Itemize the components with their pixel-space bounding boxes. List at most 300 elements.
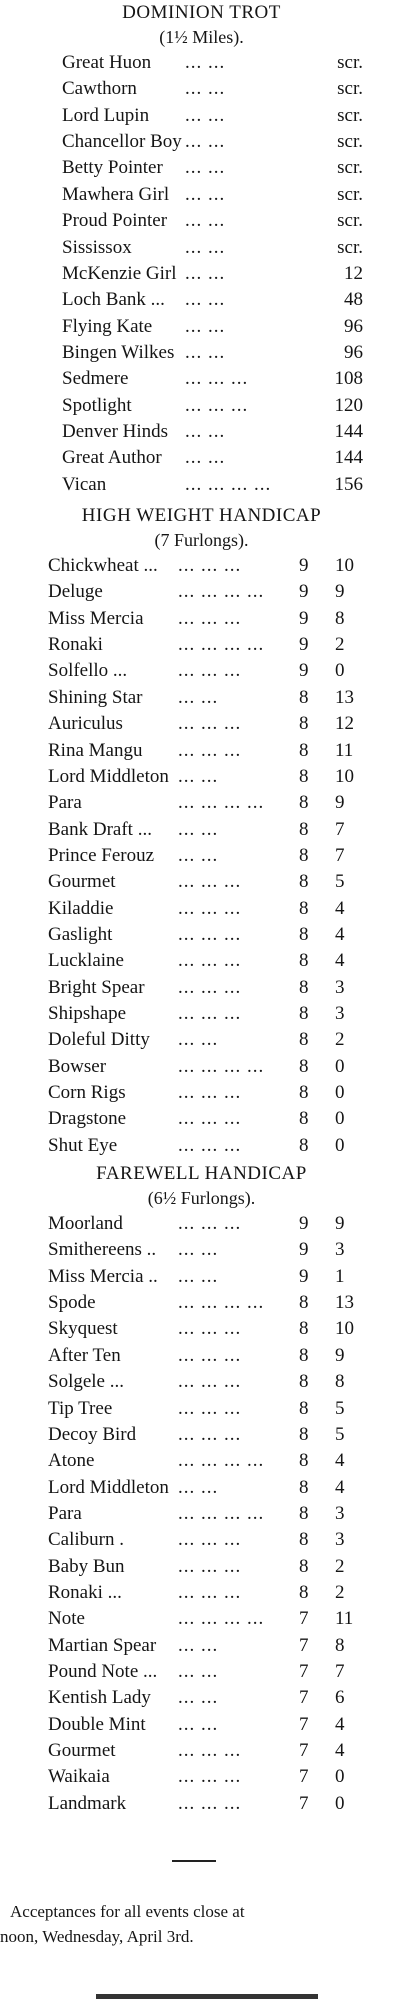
entry-name: Mawhera Girl xyxy=(62,183,170,205)
leader-dots: ... ... ... ... xyxy=(178,1608,265,1630)
entry-name: Prince Ferouz xyxy=(48,844,155,866)
entry-name: Sedmere xyxy=(62,368,129,390)
weight-stone: 8 xyxy=(299,1423,309,1445)
handicap-value: 96 xyxy=(344,315,363,337)
weight-stone: 8 xyxy=(299,923,309,945)
entry-name: Doleful Ditty xyxy=(48,1029,150,1051)
entry-row-cawthorn xyxy=(62,76,399,102)
entry-row-shipshape xyxy=(48,1001,399,1027)
entry-row-rina-mangu xyxy=(48,738,399,764)
entry-row-gaslight xyxy=(48,922,399,948)
entry-name: Spotlight xyxy=(62,394,132,416)
entry-name: Pound Note ... xyxy=(48,1661,158,1682)
weight-stone: 9 xyxy=(299,555,309,576)
leader-dots: ... ... xyxy=(185,52,226,73)
weight-stone: 8 xyxy=(299,1029,309,1051)
leader-dots: ... ... ... xyxy=(178,976,242,998)
leader-dots: ... ... xyxy=(185,183,226,205)
entry-name: Lord Middleton xyxy=(48,1476,169,1498)
handicap-value: 144 xyxy=(334,420,363,442)
weight-pounds: 5 xyxy=(335,1423,345,1445)
leader-dots: ... ... xyxy=(178,1239,219,1261)
section-title-high-weight-handicap: HIGH WEIGHT HANDICAP xyxy=(81,505,322,526)
entry-name: Lucklaine xyxy=(48,950,124,972)
leader-dots: ... ... xyxy=(185,315,226,337)
entry-row-double-mint xyxy=(48,1712,399,1738)
leader-dots: ... ... xyxy=(185,157,226,179)
entry-name: Rina Mangu xyxy=(48,739,143,761)
entry-name: Loch Bank ... xyxy=(62,289,165,311)
entry-name: Moorland xyxy=(48,1213,123,1234)
entry-row-decoy-bird xyxy=(48,1422,399,1448)
leader-dots: ... ... ... xyxy=(185,368,249,390)
leader-dots: ... ... ... ... xyxy=(178,581,265,603)
entry-row-para xyxy=(48,790,399,816)
entry-name: Sississox xyxy=(62,236,132,258)
entry-name: Deluge xyxy=(48,581,103,603)
weight-stone: 8 xyxy=(299,1555,309,1577)
entry-name: Great Author xyxy=(62,447,162,469)
entry-row-kiladdie xyxy=(48,896,399,922)
footer-note-line-1: Acceptances for all events close at xyxy=(10,1902,245,1921)
handicap-value: scr. xyxy=(337,131,363,153)
leader-dots: ... ... ... xyxy=(178,555,242,576)
entry-name: Solgele ... xyxy=(48,1371,124,1393)
leader-dots: ... ... xyxy=(178,1634,219,1656)
handicap-value: 108 xyxy=(334,368,363,390)
entry-row-ronaki xyxy=(48,632,399,658)
weight-pounds: 4 xyxy=(335,1740,345,1761)
entry-name: Tip Tree xyxy=(48,1397,113,1419)
leader-dots: ... ... xyxy=(185,420,226,442)
weight-pounds: 0 xyxy=(335,1792,345,1814)
entry-row-kentish-lady xyxy=(48,1685,399,1711)
entry-row-bowser xyxy=(48,1054,399,1080)
weight-pounds: 0 xyxy=(335,660,345,682)
entry-row-waikaia xyxy=(48,1764,399,1790)
weight-stone: 7 xyxy=(299,1792,309,1814)
entry-row-chickwheat xyxy=(48,553,399,579)
leader-dots: ... ... ... xyxy=(178,1003,242,1024)
entry-row-sississox xyxy=(62,235,399,261)
leader-dots: ... ... xyxy=(185,341,226,363)
weight-pounds: 10 xyxy=(335,765,354,787)
leader-dots: ... ... ... xyxy=(185,394,249,416)
entry-name: Denver Hinds xyxy=(62,420,169,442)
entry-row-shining-star xyxy=(48,685,399,711)
weight-pounds: 0 xyxy=(335,1134,345,1156)
leader-dots: ... ... xyxy=(178,765,219,787)
entry-row-note xyxy=(48,1606,399,1632)
weight-pounds: 13 xyxy=(335,686,354,708)
weight-pounds: 13 xyxy=(335,1292,354,1313)
entry-name: Proud Pointer xyxy=(62,210,168,232)
entry-name: Vican xyxy=(62,473,107,495)
weight-stone: 9 xyxy=(299,1213,309,1234)
weight-pounds: 7 xyxy=(335,1661,345,1682)
weight-pounds: 9 xyxy=(335,792,345,814)
entry-name: Para xyxy=(48,792,82,814)
weight-pounds: 11 xyxy=(335,1608,354,1630)
weight-pounds: 0 xyxy=(335,1766,345,1788)
entry-row-para xyxy=(48,1501,399,1527)
entry-row-after-ten xyxy=(48,1343,399,1369)
entry-name: Smithereens .. xyxy=(48,1239,157,1261)
weight-stone: 8 xyxy=(299,1450,309,1472)
leader-dots: ... ... ... ... xyxy=(178,634,265,655)
entry-row-great-author xyxy=(62,445,399,471)
entry-name: Ronaki xyxy=(48,634,103,655)
entry-row-mckenzie-girl xyxy=(62,261,399,287)
weight-stone: 8 xyxy=(299,713,309,735)
entry-row-proud-pointer xyxy=(62,208,399,234)
leader-dots: ... ... xyxy=(185,289,226,311)
entry-name: Bright Spear xyxy=(48,976,145,998)
leader-dots: ... ... ... xyxy=(178,1108,242,1130)
entry-name: Shining Star xyxy=(48,686,143,708)
entry-row-auriculus xyxy=(48,711,399,737)
weight-pounds: 2 xyxy=(335,1029,345,1051)
weight-pounds: 2 xyxy=(335,634,345,655)
weight-stone: 8 xyxy=(299,1344,309,1366)
entry-name: Cawthorn xyxy=(62,78,137,100)
weight-stone: 7 xyxy=(299,1740,309,1761)
leader-dots: ... ... ... ... xyxy=(178,1055,265,1077)
entry-row-betty-pointer xyxy=(62,155,399,181)
weight-pounds: 12 xyxy=(335,713,354,735)
entry-row-caliburn xyxy=(48,1527,399,1553)
leader-dots: ... ... ... xyxy=(178,1082,242,1103)
entry-row-lord-middleton xyxy=(48,1475,399,1501)
leader-dots: ... ... ... xyxy=(178,923,242,945)
leader-dots: ... ... ... xyxy=(178,871,242,893)
entry-name: Flying Kate xyxy=(62,315,153,337)
entry-row-lord-middleton xyxy=(48,764,399,790)
leader-dots: ... ... xyxy=(178,1687,219,1709)
leader-dots: ... ... xyxy=(178,1661,219,1682)
leader-dots: ... ... ... xyxy=(178,1581,242,1603)
weight-stone: 8 xyxy=(299,1318,309,1340)
handicap-value: scr. xyxy=(337,52,363,73)
entry-row-vican xyxy=(62,472,399,498)
entry-row-sedmere xyxy=(62,366,399,392)
leader-dots: ... ... ... ... xyxy=(178,1450,265,1472)
leader-dots: ... ... ... xyxy=(178,1766,242,1788)
entry-row-spotlight xyxy=(62,393,399,419)
leader-dots: ... ... ... xyxy=(178,950,242,972)
entry-name: Waikaia xyxy=(48,1766,110,1788)
weight-pounds: 4 xyxy=(335,1476,345,1498)
weight-stone: 8 xyxy=(299,1003,309,1024)
weight-pounds: 7 xyxy=(335,818,345,840)
entry-row-miss-mercia xyxy=(48,606,399,632)
entry-row-deluge xyxy=(48,579,399,605)
entry-name: After Ten xyxy=(48,1344,121,1366)
leader-dots: ... ... xyxy=(178,686,219,708)
leader-dots: ... ... ... xyxy=(178,1740,242,1761)
weight-stone: 8 xyxy=(299,1502,309,1524)
handicap-value: 96 xyxy=(344,341,363,363)
entry-name: Ronaki ... xyxy=(48,1581,122,1603)
handicap-value: 156 xyxy=(334,473,363,495)
handicap-value: scr. xyxy=(337,236,363,258)
weight-stone: 7 xyxy=(299,1713,309,1735)
weight-pounds: 4 xyxy=(335,1450,345,1472)
entry-name: Gaslight xyxy=(48,923,113,945)
leader-dots: ... ... xyxy=(178,818,219,840)
entry-name: Auriculus xyxy=(48,713,123,735)
entry-row-bright-spear xyxy=(48,975,399,1001)
handicap-value: 12 xyxy=(344,262,363,284)
entry-name: Baby Bun xyxy=(48,1555,125,1577)
weight-stone: 8 xyxy=(299,686,309,708)
weight-stone: 8 xyxy=(299,1292,309,1313)
weight-stone: 9 xyxy=(299,1239,309,1261)
entry-row-mawhera-girl xyxy=(62,182,399,208)
handicap-value: 144 xyxy=(334,447,363,469)
leader-dots: ... ... ... ... xyxy=(185,473,272,495)
leader-dots: ... ... xyxy=(178,1029,219,1051)
weight-pounds: 10 xyxy=(335,1318,354,1340)
weight-stone: 7 xyxy=(299,1766,309,1788)
weight-pounds: 11 xyxy=(335,739,354,761)
weight-stone: 9 xyxy=(299,581,309,603)
leader-dots: ... ... ... xyxy=(178,1318,242,1340)
weight-pounds: 3 xyxy=(335,976,345,998)
entry-row-baby-bun xyxy=(48,1554,399,1580)
weight-stone: 8 xyxy=(299,871,309,893)
entry-name: Skyquest xyxy=(48,1318,118,1340)
leader-dots: ... ... xyxy=(185,104,226,126)
entry-name: Note xyxy=(48,1608,85,1630)
weight-stone: 8 xyxy=(299,1581,309,1603)
weight-stone: 8 xyxy=(299,1134,309,1156)
entry-row-loch-bank xyxy=(62,287,399,313)
entry-row-tip-tree xyxy=(48,1396,399,1422)
leader-dots: ... ... ... xyxy=(178,1344,242,1366)
divider-dash xyxy=(172,1860,216,1862)
weight-stone: 7 xyxy=(299,1608,309,1630)
leader-dots: ... ... ... xyxy=(178,1371,242,1393)
entry-row-ronaki xyxy=(48,1580,399,1606)
entry-row-bingen-wilkes xyxy=(62,340,399,366)
entry-name: Miss Mercia .. xyxy=(48,1265,158,1287)
weight-stone: 8 xyxy=(299,976,309,998)
entry-name: Atone xyxy=(48,1450,95,1472)
leader-dots: ... ... ... ... xyxy=(178,792,265,814)
leader-dots: ... ... ... xyxy=(178,1555,242,1577)
entry-row-prince-ferouz xyxy=(48,843,399,869)
handicap-value: 48 xyxy=(344,289,363,311)
weight-stone: 9 xyxy=(299,660,309,682)
entry-name: Miss Mercia xyxy=(48,607,144,629)
entry-name: Corn Rigs xyxy=(48,1082,126,1103)
weight-stone: 8 xyxy=(299,897,309,919)
entry-name: Bowser xyxy=(48,1055,107,1077)
entry-name: Caliburn . xyxy=(48,1529,124,1551)
entry-row-martian-spear xyxy=(48,1633,399,1659)
weight-stone: 8 xyxy=(299,818,309,840)
entry-row-chancellor-boy xyxy=(62,129,399,155)
entry-name: Bingen Wilkes xyxy=(62,341,175,363)
weight-pounds: 1 xyxy=(335,1265,345,1287)
entry-row-landmark xyxy=(48,1791,399,1817)
weight-stone: 8 xyxy=(299,1108,309,1130)
weight-stone: 7 xyxy=(299,1661,309,1682)
section-title-dominion-trot: DOMINION TROT xyxy=(122,2,281,23)
entry-row-gourmet xyxy=(48,869,399,895)
weight-pounds: 9 xyxy=(335,1213,345,1234)
weight-stone: 7 xyxy=(299,1687,309,1709)
weight-pounds: 9 xyxy=(335,1344,345,1366)
entry-name: Bank Draft ... xyxy=(48,818,152,840)
weight-pounds: 4 xyxy=(335,950,345,972)
entry-name: Lord Middleton xyxy=(48,765,169,787)
entry-name: McKenzie Girl xyxy=(62,262,177,284)
weight-stone: 8 xyxy=(299,950,309,972)
entry-row-denver-hinds xyxy=(62,419,399,445)
handicap-value: scr. xyxy=(337,78,363,100)
weight-stone: 8 xyxy=(299,1529,309,1551)
entry-row-corn-rigs xyxy=(48,1080,399,1106)
weight-pounds: 8 xyxy=(335,1371,345,1393)
entry-name: Great Huon xyxy=(62,52,152,73)
weight-stone: 8 xyxy=(299,765,309,787)
leader-dots: ... ... xyxy=(178,1476,219,1498)
leader-dots: ... ... ... ... xyxy=(178,1502,265,1524)
entry-row-dragstone xyxy=(48,1106,399,1132)
weight-pounds: 0 xyxy=(335,1108,345,1130)
entry-row-skyquest xyxy=(48,1316,399,1342)
leader-dots: ... ... xyxy=(185,78,226,100)
leader-dots: ... ... ... xyxy=(178,1134,242,1156)
weight-pounds: 4 xyxy=(335,1713,345,1735)
weight-pounds: 2 xyxy=(335,1555,345,1577)
weight-pounds: 7 xyxy=(335,844,345,866)
weight-pounds: 0 xyxy=(335,1082,345,1103)
weight-stone: 7 xyxy=(299,1634,309,1656)
entry-row-spode xyxy=(48,1290,399,1316)
entry-name: Landmark xyxy=(48,1792,127,1814)
weight-stone: 9 xyxy=(299,634,309,655)
weight-pounds: 5 xyxy=(335,871,345,893)
weight-stone: 9 xyxy=(299,1265,309,1287)
weight-pounds: 3 xyxy=(335,1529,345,1551)
entry-row-pound-note xyxy=(48,1659,399,1685)
entry-name: Gourmet xyxy=(48,1740,116,1761)
entry-row-solfello xyxy=(48,658,399,684)
weight-pounds: 4 xyxy=(335,923,345,945)
weight-pounds: 0 xyxy=(335,1055,345,1077)
entry-name: Lord Lupin xyxy=(62,104,150,126)
entry-row-miss-mercia xyxy=(48,1264,399,1290)
entry-name: Double Mint xyxy=(48,1713,146,1735)
leader-dots: ... ... ... xyxy=(178,897,242,919)
leader-dots: ... ... ... xyxy=(178,739,242,761)
weight-pounds: 8 xyxy=(335,607,345,629)
handicap-value: scr. xyxy=(337,210,363,232)
leader-dots: ... ... ... xyxy=(178,1397,242,1419)
footer-note-line-2: noon, Wednesday, April 3rd. xyxy=(0,1927,194,1946)
weight-stone: 8 xyxy=(299,1371,309,1393)
leader-dots: ... ... xyxy=(185,210,226,232)
entry-row-atone xyxy=(48,1448,399,1474)
bottom-rule xyxy=(96,1994,318,1999)
handicap-value: scr. xyxy=(337,104,363,126)
weight-pounds: 3 xyxy=(335,1239,345,1261)
weight-stone: 8 xyxy=(299,1476,309,1498)
entry-name: Decoy Bird xyxy=(48,1423,137,1445)
weight-stone: 8 xyxy=(299,1055,309,1077)
section-title-farewell-handicap: FAREWELL HANDICAP xyxy=(96,1163,307,1184)
entry-name: Para xyxy=(48,1502,82,1524)
weight-pounds: 9 xyxy=(335,581,345,603)
weight-pounds: 5 xyxy=(335,1397,345,1419)
leader-dots: ... ... ... xyxy=(178,1213,242,1234)
leader-dots: ... ... xyxy=(185,236,226,258)
weight-pounds: 3 xyxy=(335,1502,345,1524)
weight-pounds: 6 xyxy=(335,1687,345,1709)
entry-name: Solfello ... xyxy=(48,660,128,682)
entry-row-lucklaine xyxy=(48,948,399,974)
handicap-value: scr. xyxy=(337,157,363,179)
handicap-value: 120 xyxy=(334,394,363,416)
entry-name: Shut Eye xyxy=(48,1134,118,1156)
leader-dots: ... ... ... xyxy=(178,1792,242,1814)
weight-stone: 8 xyxy=(299,1397,309,1419)
entry-name: Spode xyxy=(48,1292,96,1313)
weight-stone: 8 xyxy=(299,1082,309,1103)
section-subtitle-dominion-trot: (1½ Miles). xyxy=(159,27,244,47)
entry-row-lord-lupin xyxy=(62,103,399,129)
weight-pounds: 4 xyxy=(335,897,345,919)
entry-name: Gourmet xyxy=(48,871,116,893)
entry-row-moorland xyxy=(48,1211,399,1237)
leader-dots: ... ... ... xyxy=(178,1529,242,1551)
entry-name: Martian Spear xyxy=(48,1634,157,1656)
entry-name: Kentish Lady xyxy=(48,1687,151,1709)
entry-row-bank-draft xyxy=(48,817,399,843)
leader-dots: ... ... xyxy=(185,131,226,153)
entry-name: Kiladdie xyxy=(48,897,114,919)
entry-name: Dragstone xyxy=(48,1108,127,1130)
weight-stone: 8 xyxy=(299,739,309,761)
weight-stone: 8 xyxy=(299,792,309,814)
weight-pounds: 10 xyxy=(335,555,354,576)
entry-name: Shipshape xyxy=(48,1003,127,1024)
entry-row-flying-kate xyxy=(62,314,399,340)
leader-dots: ... ... ... xyxy=(178,660,242,682)
leader-dots: ... ... xyxy=(185,262,226,284)
leader-dots: ... ... ... xyxy=(178,1423,242,1445)
weight-pounds: 3 xyxy=(335,1003,345,1024)
entry-row-solgele xyxy=(48,1369,399,1395)
leader-dots: ... ... ... ... xyxy=(178,1292,265,1313)
leader-dots: ... ... xyxy=(178,844,219,866)
weight-pounds: 8 xyxy=(335,1634,345,1656)
entry-name: Chancellor Boy xyxy=(62,131,182,153)
handicap-value: scr. xyxy=(337,183,363,205)
leader-dots: ... ... xyxy=(178,1265,219,1287)
weight-stone: 9 xyxy=(299,607,309,629)
weight-stone: 8 xyxy=(299,844,309,866)
section-subtitle-high-weight-handicap: (7 Furlongs). xyxy=(154,530,249,550)
entry-row-doleful-ditty xyxy=(48,1027,399,1053)
entry-name: Betty Pointer xyxy=(62,157,163,179)
entry-row-great-huon xyxy=(62,50,399,76)
entry-row-shut-eye xyxy=(48,1133,399,1159)
entry-name: Chickwheat ... xyxy=(48,555,158,576)
